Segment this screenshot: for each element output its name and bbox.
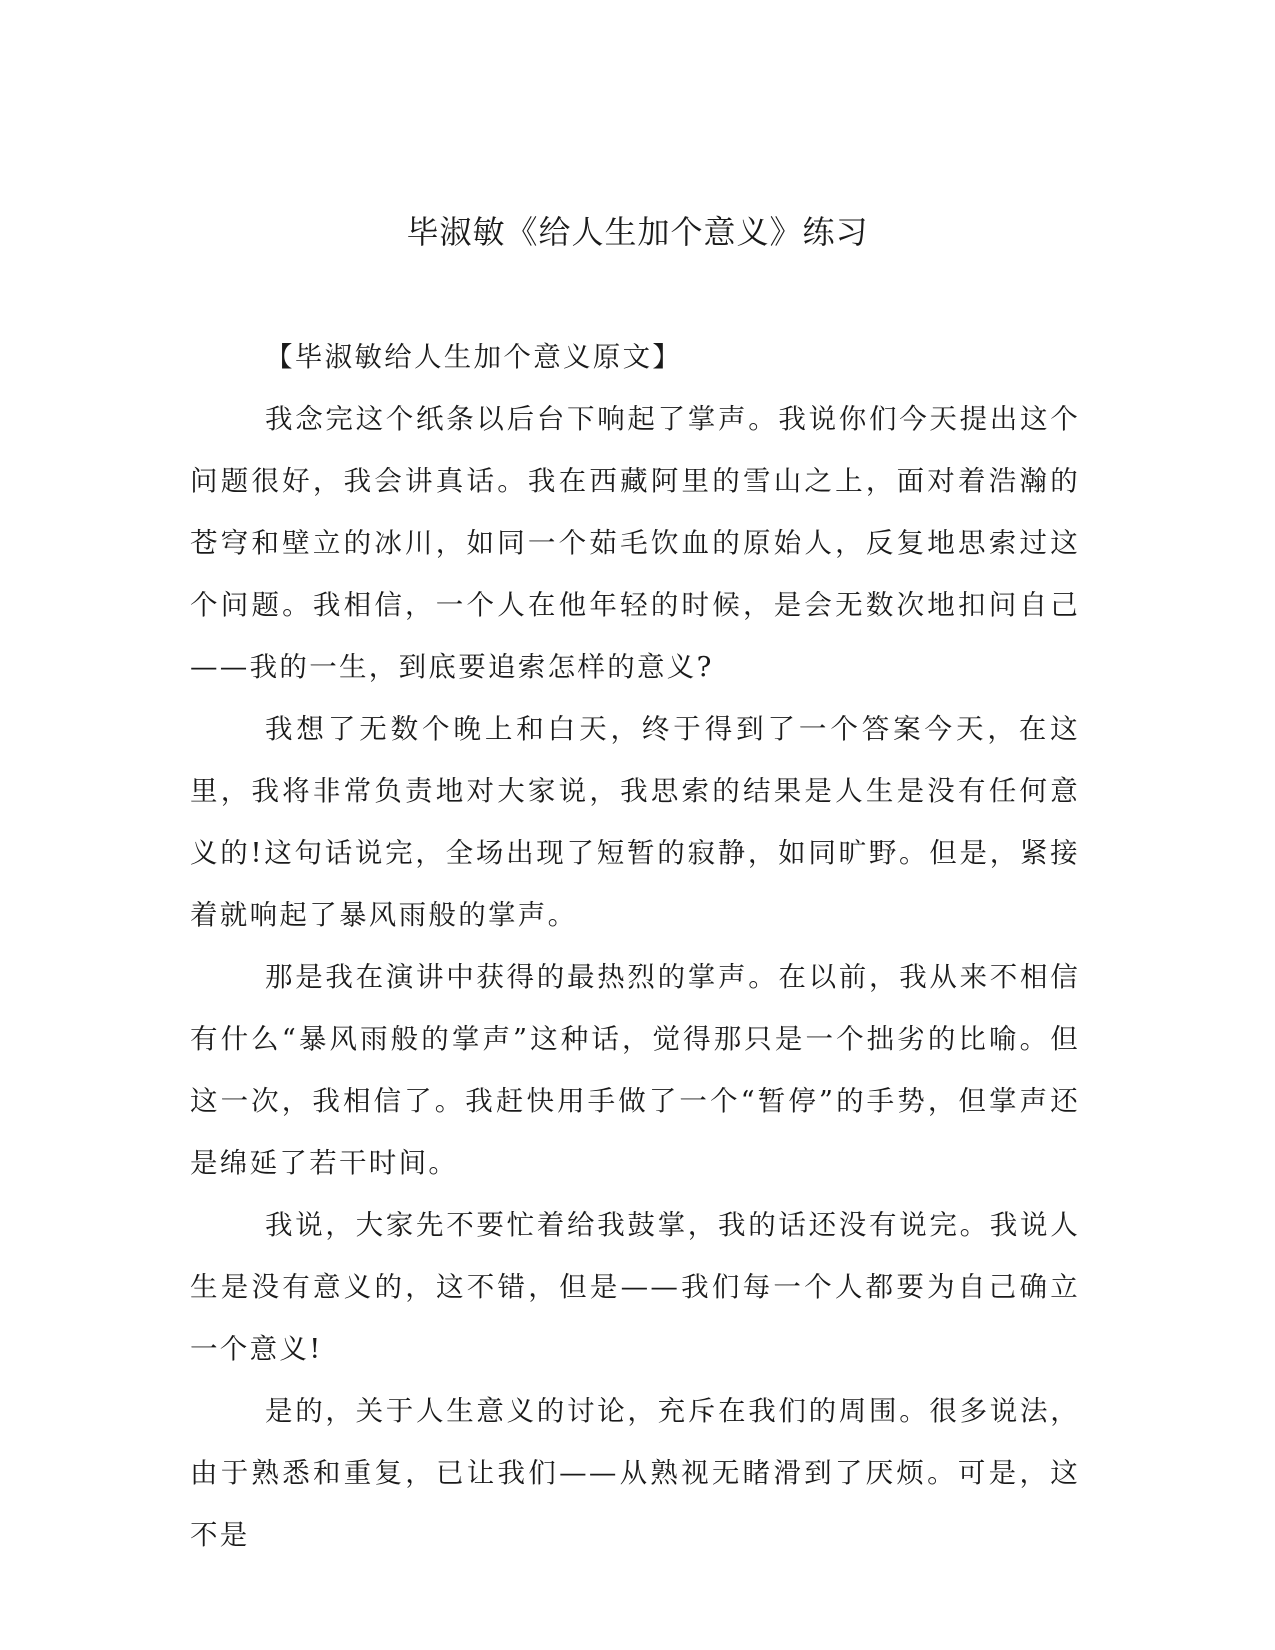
paragraph-3: 那是我在演讲中获得的最热烈的掌声。在以前，我从来不相信有什么“暴风雨般的掌声”这种话，觉得那只是一个拙劣的比喻。但这一次，我相信了。我赶快用手做了一个“暂停”的手势，但掌声还是绵延了若干时间。 [190, 961, 1080, 1179]
paragraph-2: 我想了无数个晚上和白天，终于得到了一个答案今天，在这里，我将非常负责地对大家说，我思索的结果是人生是没有任何意义的!这句话说完，全场出现了短暂的寂静，如同旷野。但是，紧接着就响起了暴风雨般的掌声。 [190, 713, 1080, 931]
document-body [190, 326, 1080, 1566]
document-title: 毕淑敏《给人生加个意义》练习 [406, 213, 869, 251]
paragraph-4: 我说，大家先不要忙着给我鼓掌，我的话还没有说完。我说人生是没有意义的，这不错，但是——我们每一个人都要为自己确立一个意义! [190, 1209, 1080, 1365]
paragraph-5: 是的，关于人生意义的讨论，充斥在我们的周围。很多说法，由于熟悉和重复，已让我们——从熟视无睹滑到了厌烦。可是，这不是 [190, 1395, 1080, 1551]
section-heading: 【毕淑敏给人生加个意义原文】 [265, 341, 683, 373]
paragraph-1: 我念完这个纸条以后台下响起了掌声。我说你们今天提出这个问题很好，我会讲真话。我在西藏阿里的雪山之上，面对着浩瀚的苍穹和壁立的冰川，如同一个茹毛饮血的原始人，反复地思索过这个问题。我相信，一个人在他年轻的时候，是会无数次地扣问自己——我的一生，到底要追索怎样的意义? [190, 403, 1080, 683]
